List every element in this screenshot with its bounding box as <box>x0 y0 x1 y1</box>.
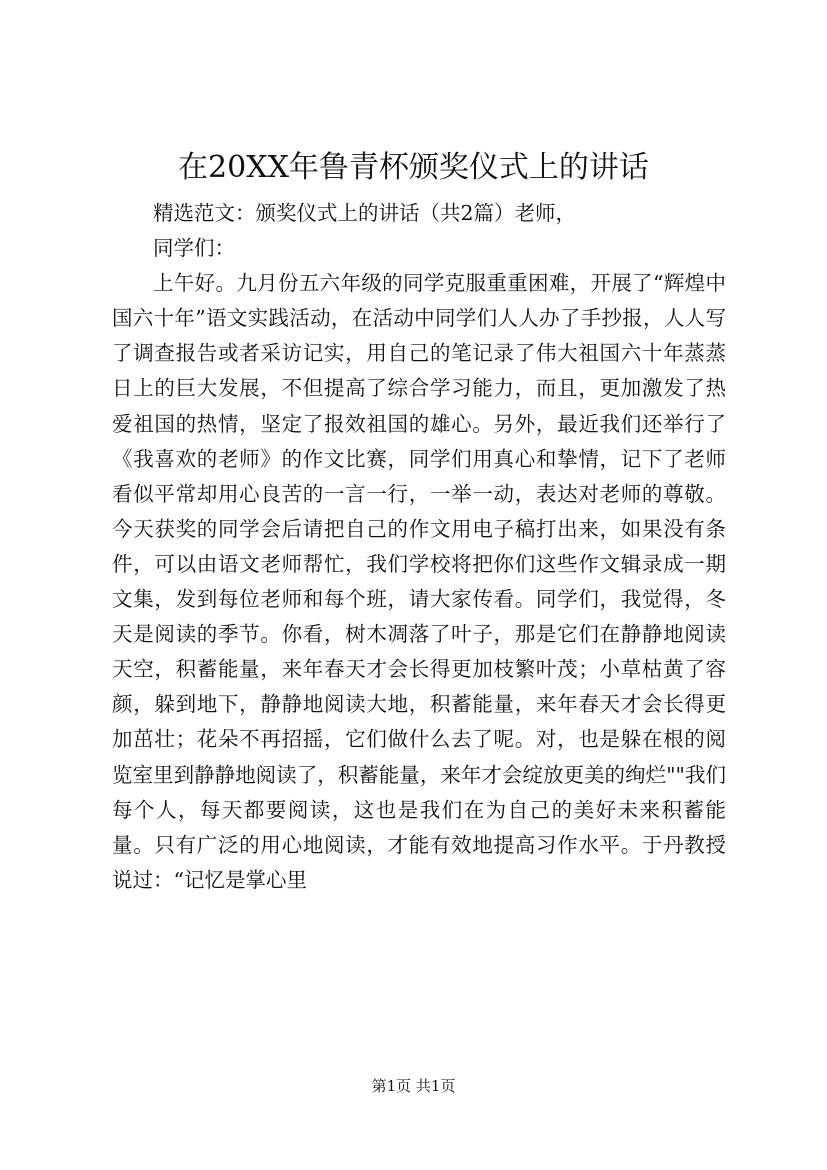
intro-paragraph: 精选范文：颁奖仪式上的讲话（共2篇）老师， <box>153 201 577 225</box>
page-footer: 第1页 共1页 <box>371 1077 456 1095</box>
main-paragraph: 上午好。九月份五六年级的同学克服重重困难，开展了“辉煌中国六十年”语文实践活动，在活动中同学们人人办了手抄报，人人写了调查报告或者采访记实，用自己的笔记录了伟大祖国六十年蒸蒸日上的巨大发展，不但提高了综合学习能力，而且，更加激发了热爱祖国的热情，坚定了报效祖国的雄心。另外，最近我们还举行了《我喜欢的老师》的作文比赛，同学们用真心和挚情，记下了老师看似平常却用心良苦的一言一行，一举一动，表达对老师的尊敬。今天获奖的同学会后请把自己的作文用电子稿打出来，如果没有条件，可以由语文老师帮忙，我们学校将把你们这些作文辑录成一期文集，发到每位老师和每个班，请大家传看。同学们，我觉得，冬天是阅读的季节。你看，树木凋落了叶子，那是它们在静静地阅读天空，积蓄能量，来年春天才会长得更加枝繁叶茂；小草枯黄了容颜，躲到地下，静静地阅读大地，积蓄能量，来年春天才会长得更加茁壮；花朵不再招摇，它们做什么去了呢。对，也是躲在根的阅览室里到静静地阅读了，积蓄能量，来年才会绽放更美的绚烂""我们每个人，每天都要阅读，这也是我们在为自己的美好未来积蓄能量。只有广泛的用心地阅读，才能有效地提高习作水平。于丹教授说过：“记忆是掌心里 <box>112 271 726 892</box>
document-title: 在20XX年鲁青杯颁奖仪式上的讲话 <box>178 150 649 185</box>
document-body <box>112 196 726 898</box>
salutation-paragraph: 同学们： <box>153 236 235 261</box>
